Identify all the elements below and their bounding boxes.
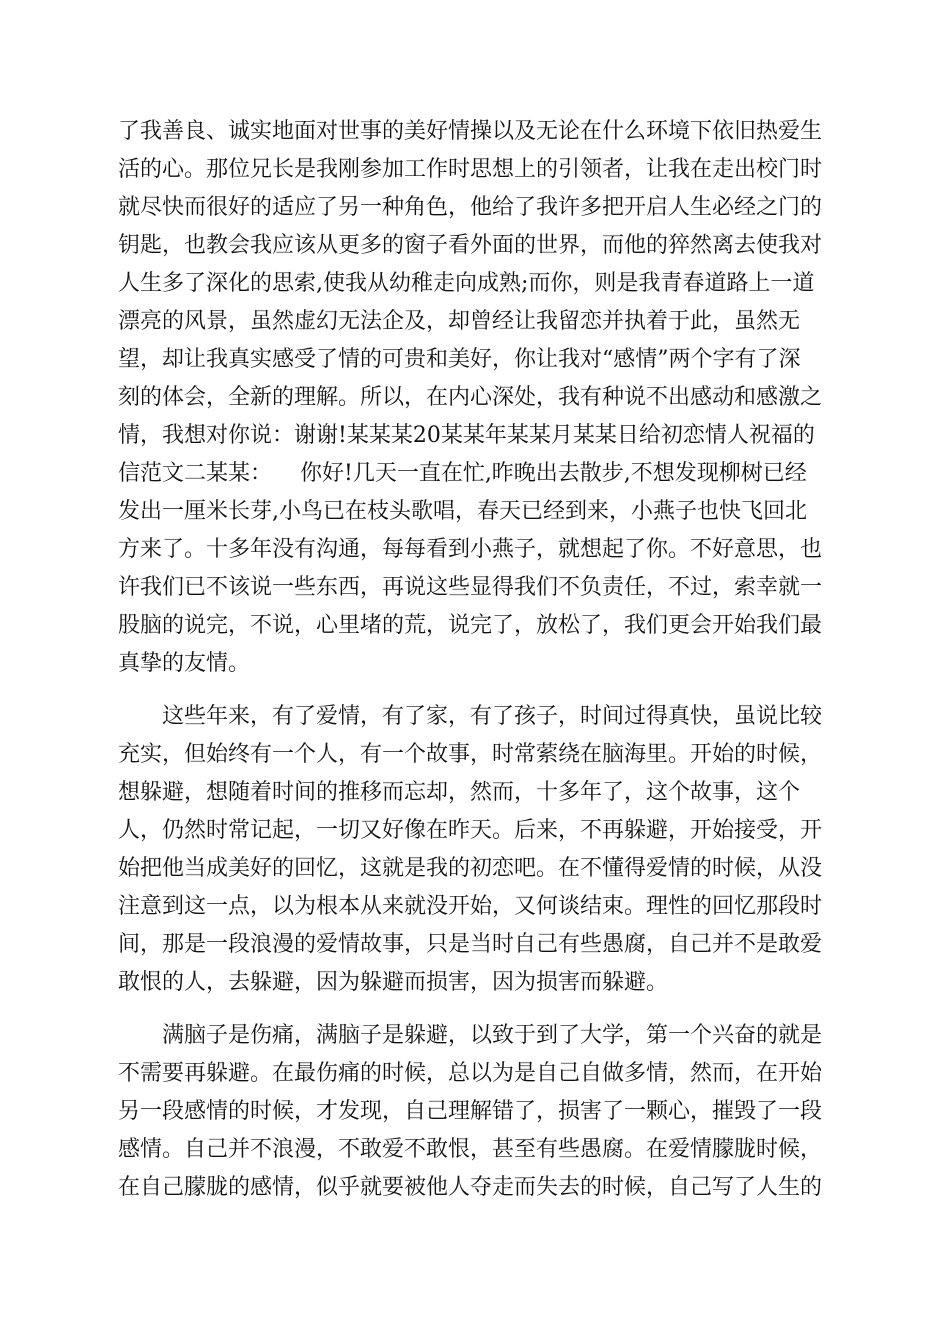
text-line: 许我们已不该说一些东西，再说这些显得我们不负责任，不过，索幸就一: [118, 575, 823, 600]
text-line: 敢恨的人，去躲避，因为躲避而损害，因为损害而躲避。: [118, 970, 669, 995]
text-line: 发出一厘米长芽,小鸟已在枝头歌唱，春天已经到来，小燕子也快飞回北: [118, 499, 807, 524]
text-line: 股脑的说完，不说，心里堵的荒，说完了，放松了，我们更会开始我们最: [118, 613, 823, 638]
text-line: 充实，但始终有一个人，有一个故事，时常萦绕在脑海里。开始的时候，: [118, 742, 823, 767]
text-line: 信范文二某某： 你好!几天一直在忙,昨晚出去散步,不想发现柳树已经: [118, 461, 807, 486]
text-line: 始把他当成美好的回忆，这就是我的初恋吧。在不懂得爱情的时候，从没: [118, 856, 823, 881]
text-line: 人，仍然时常记起，一切又好像在昨天。后来，不再躲避，开始接受，开: [118, 818, 823, 843]
paragraph-3: [118, 1017, 838, 1207]
text-line: 真挚的友情。: [118, 651, 251, 676]
text-line: 想躲避，想随着时间的推移而忘却，然而，十多年了，这个故事，这个: [118, 780, 801, 805]
text-line: 漂亮的风景，虽然虚幻无法企及，却曾经让我留恋并执着于此，虽然无: [118, 309, 801, 334]
text-line: 在自己朦胧的感情，似乎就要被他人夺走而失去的时候，自己写了人生的: [118, 1175, 823, 1200]
text-line: 不需要再躲避。在最伤痛的时候，总以为是自己自做多情，然而，在开始: [118, 1061, 823, 1086]
text-line: 另一段感情的时候，才发现，自己理解错了，损害了一颗心，摧毁了一段: [118, 1099, 823, 1124]
text-line: 活的心。那位兄长是我刚参加工作时思想上的引领者，让我在走出校门时: [118, 157, 823, 182]
text-line: 间，那是一段浪漫的爱情故事，只是当时自己有些愚腐，自己并不是敢爱: [118, 932, 823, 957]
text-line: 情，我想对你说：谢谢!某某某20某某年某某月某某日给初恋情人祝福的: [118, 423, 815, 448]
text-line: 注意到这一点，以为根本从来就没开始，又何谈结束。理性的回忆那段时: [118, 894, 823, 919]
text-line: 了我善良、诚实地面对世事的美好情操以及无论在什么环境下依旧热爱生: [118, 119, 823, 144]
text-line: 方来了。十多年没有沟通，每每看到小燕子，就想起了你。不好意思，也: [118, 537, 823, 562]
text-line: 就尽快而很好的适应了另一种角色，他给了我许多把开启人生必经之门的: [118, 195, 823, 220]
text-line: 人生多了深化的思索,使我从幼稚走向成熟;而你，则是我青春道路上一道: [118, 271, 815, 296]
paragraph-1: [118, 113, 838, 683]
text-line: 这些年来，有了爱情，有了家，有了孩子，时间过得真快，虽说比较: [162, 704, 823, 729]
text-line: 望，却让我真实感受了情的可贵和美好，你让我对“感情”两个字有了深: [118, 347, 801, 372]
text-line: 感情。自己并不浪漫，不敢爱不敢恨，甚至有些愚腐。在爱情朦胧时候，: [118, 1137, 823, 1162]
text-line: 满脑子是伤痛，满脑子是躲避，以致于到了大学，第一个兴奋的就是: [162, 1023, 823, 1048]
text-line: 钥匙，也教会我应该从更多的窗子看外面的世界，而他的猝然离去使我对: [118, 233, 823, 258]
paragraph-2: [118, 698, 838, 1002]
text-line: 刻的体会，全新的理解。所以，在内心深处，我有种说不出感动和感激之: [118, 385, 823, 410]
